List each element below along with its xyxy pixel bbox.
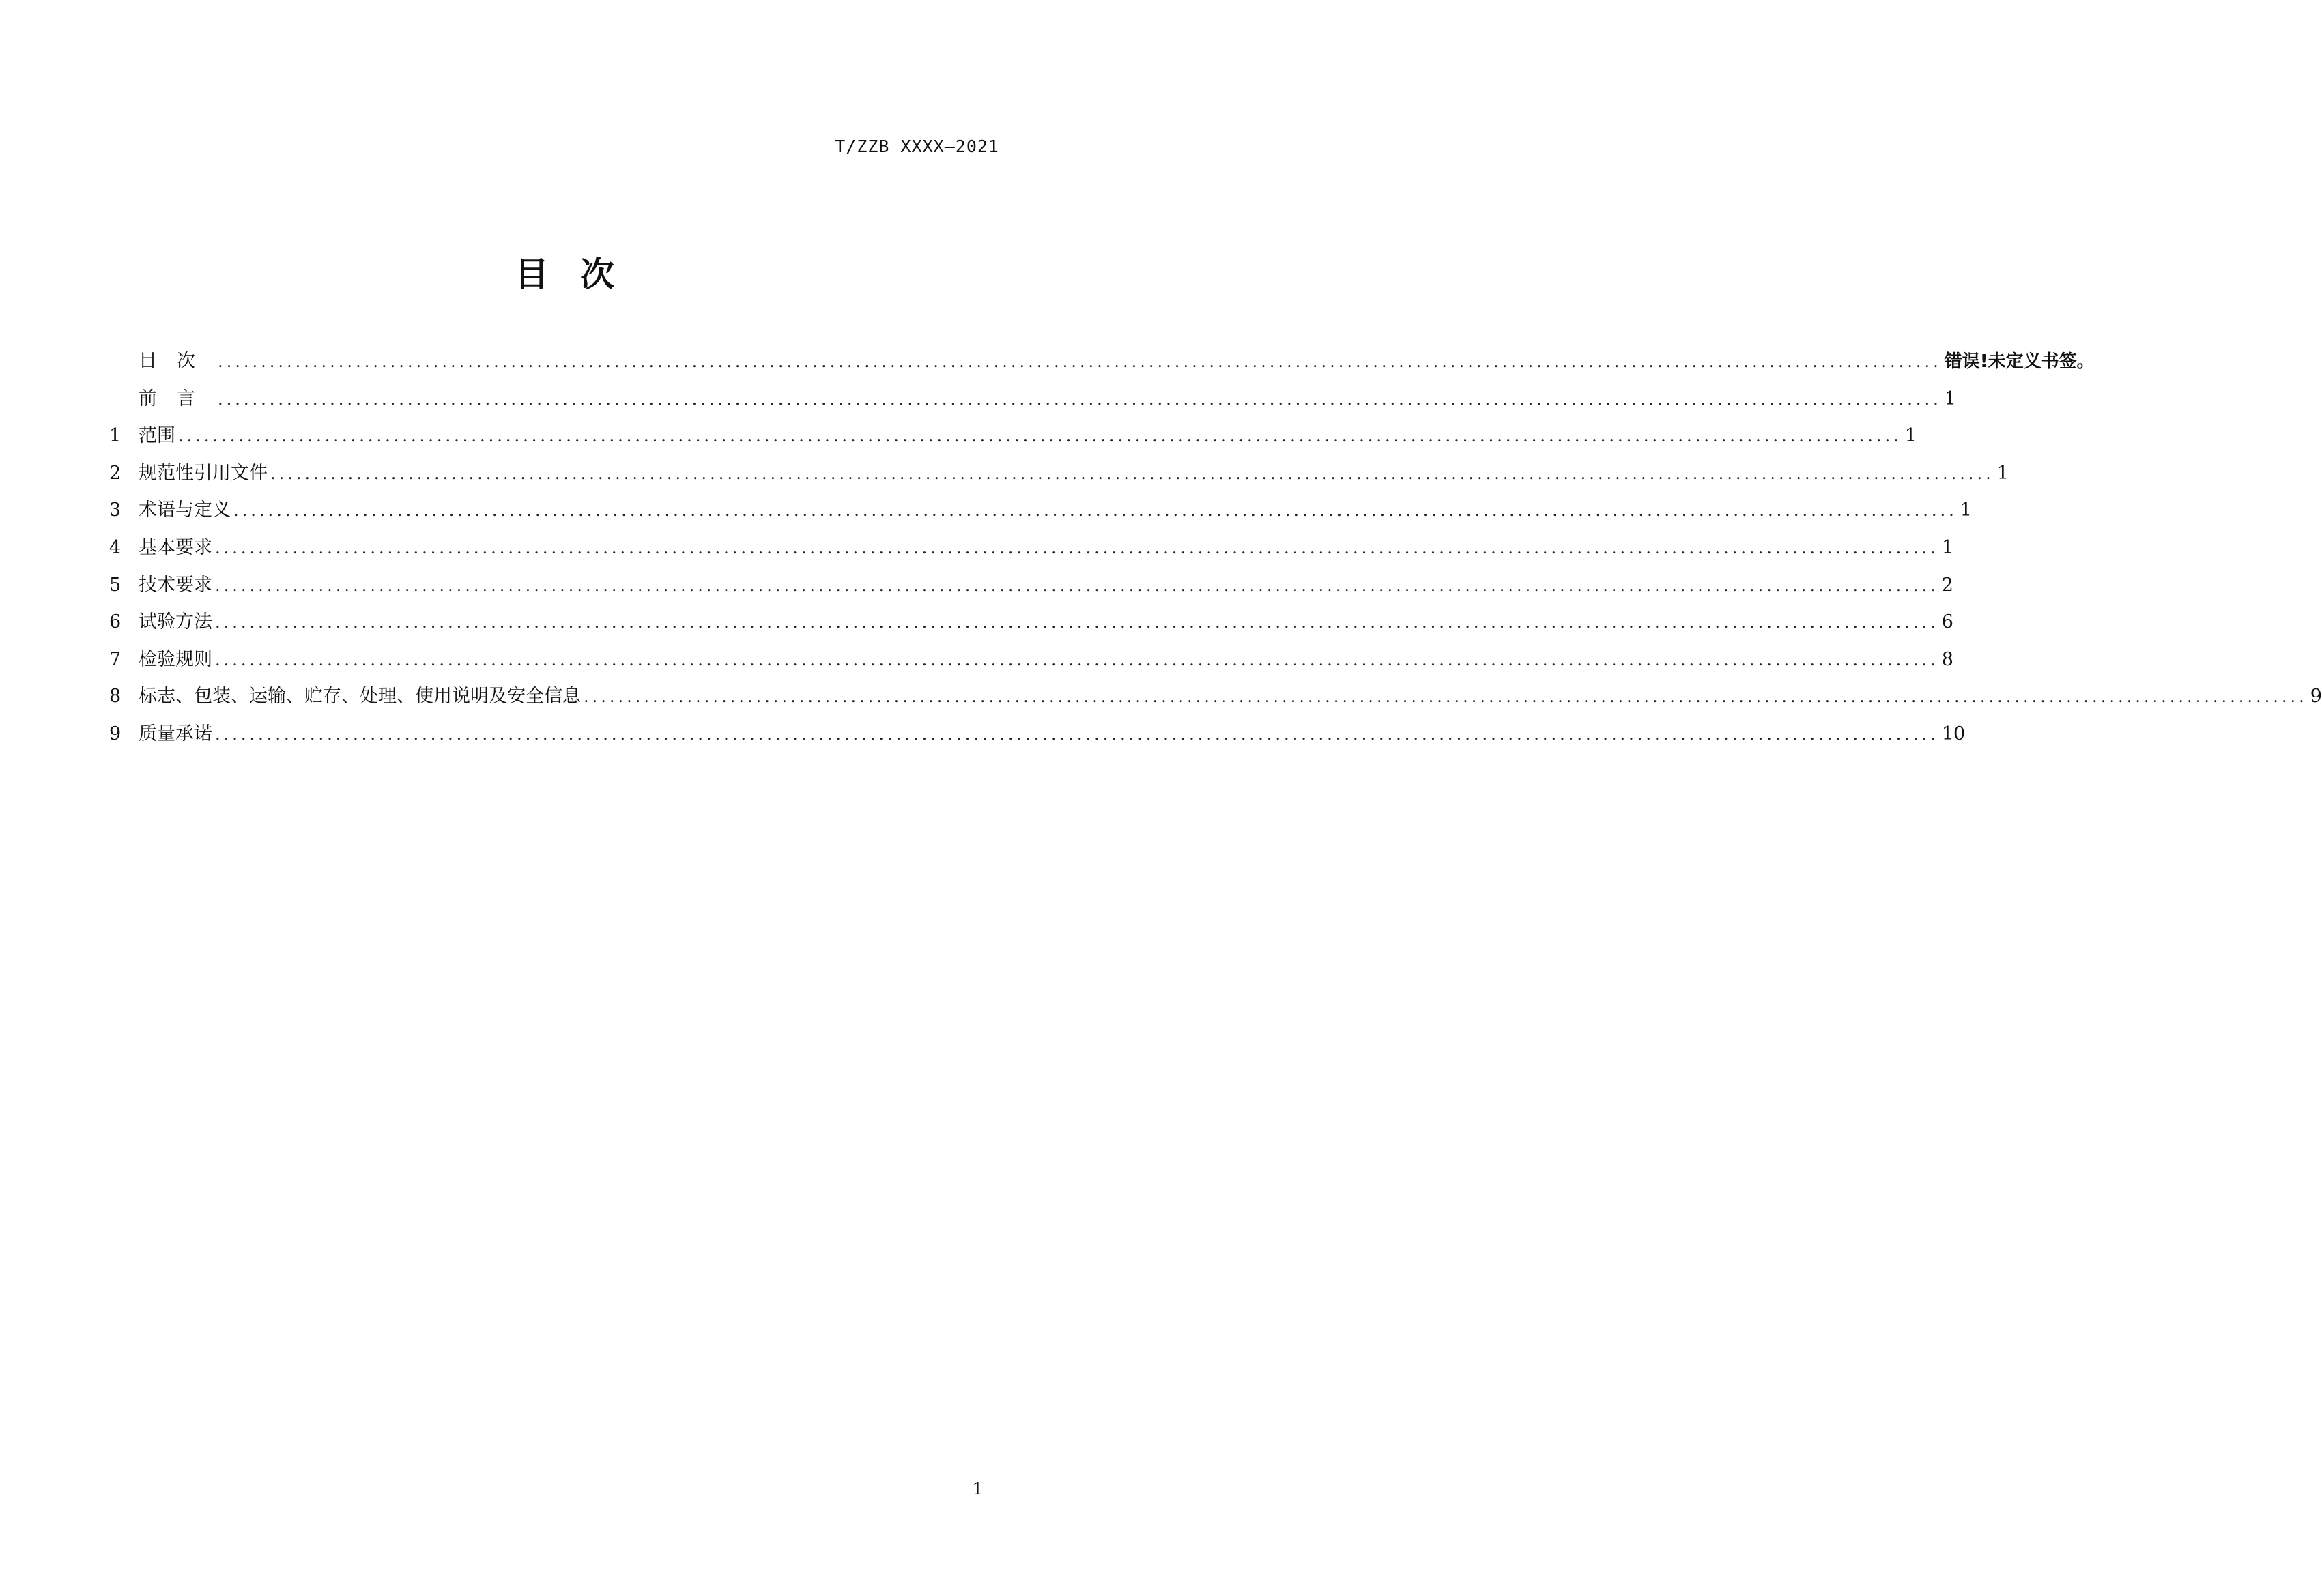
toc-entry-number: 2 [109,462,121,484]
toc-dot-leader: ........................................................................................................................................................................................................ [215,575,1939,595]
toc-entry-title: 检验规则 [139,648,212,670]
toc-entry-title: 目次 [139,351,215,372]
toc-dot-leader: ........................................................................................................................................................................................................ [215,538,1939,557]
toc-entry-title: 质量承诺 [139,723,212,744]
toc-dot-leader: ........................................................................................................................................................................................................ [584,687,2308,707]
toc-entry-title: 规范性引用文件 [139,462,268,484]
toc-dot-leader: ........................................................................................................................................................................................................ [215,650,1939,669]
toc-dot-leader: ........................................................................................................................................................................................................ [218,352,1942,371]
toc-entry-number: 7 [109,648,121,670]
toc-entry-page: 8 [1941,648,1953,670]
toc-entry-number: 4 [109,536,121,558]
toc-entry-number: 3 [109,499,121,521]
toc-entry-page: 6 [1941,611,1953,633]
toc-entry-number: 8 [109,686,121,708]
toc-entry-title: 术语与定义 [139,499,231,521]
toc-entry[interactable] [109,604,1953,641]
toc-entry-page: 10 [1941,723,1966,744]
toc-entry-number: 5 [109,574,121,596]
toc-entry[interactable] [109,641,1953,679]
toc-entry-page: 1 [1941,536,1953,558]
page-number: 1 [972,1479,983,1498]
document-code: T/ZZB XXXX—2021 [835,136,999,156]
toc-dot-leader: ........................................................................................................................................................................................................ [233,501,1958,521]
toc-entry-title: 技术要求 [139,574,212,596]
table-of-contents [109,343,2322,753]
toc-entry-page: 1 [1904,425,1917,447]
toc-entry-title: 标志、包装、运输、贮存、处理、使用说明及安全信息 [139,686,581,708]
toc-dot-leader: ........................................................................................................................................................................................................ [178,426,1902,446]
toc-entry-number: 6 [109,611,121,633]
toc-dot-leader: ........................................................................................................................................................................................................ [215,724,1939,744]
toc-entry-page: 9 [2310,686,2322,708]
toc-entry-title: 范围 [139,425,175,447]
toc-entry[interactable] [109,492,1972,529]
toc-entry-page: 1 [1944,388,1956,409]
toc-entry[interactable] [109,343,2095,381]
toc-entry[interactable] [109,455,2009,493]
toc-entry-page: 错误!未定义书签。 [1944,351,2095,372]
toc-entry-number: 1 [109,425,121,447]
toc-entry[interactable] [109,678,2322,716]
toc-entry-title: 试验方法 [139,611,212,633]
toc-entry[interactable] [109,381,1956,418]
toc-dot-leader: ........................................................................................................................................................................................................ [215,613,1939,633]
toc-entry[interactable] [109,567,1953,605]
toc-entry[interactable] [109,529,1953,567]
toc-entry-number: 9 [109,723,121,744]
toc-dot-leader: ........................................................................................................................................................................................................ [270,463,1994,483]
toc-entry-title: 前言 [139,388,215,409]
toc-heading: 目次 [515,255,646,294]
toc-entry[interactable] [109,716,1966,753]
toc-entry-title: 基本要求 [139,536,212,558]
toc-entry[interactable] [109,418,1917,455]
toc-dot-leader: ........................................................................................................................................................................................................ [218,389,1942,409]
toc-entry-page: 1 [1960,499,1972,521]
toc-entry-page: 1 [1996,462,2009,484]
toc-entry-page: 2 [1941,574,1953,596]
